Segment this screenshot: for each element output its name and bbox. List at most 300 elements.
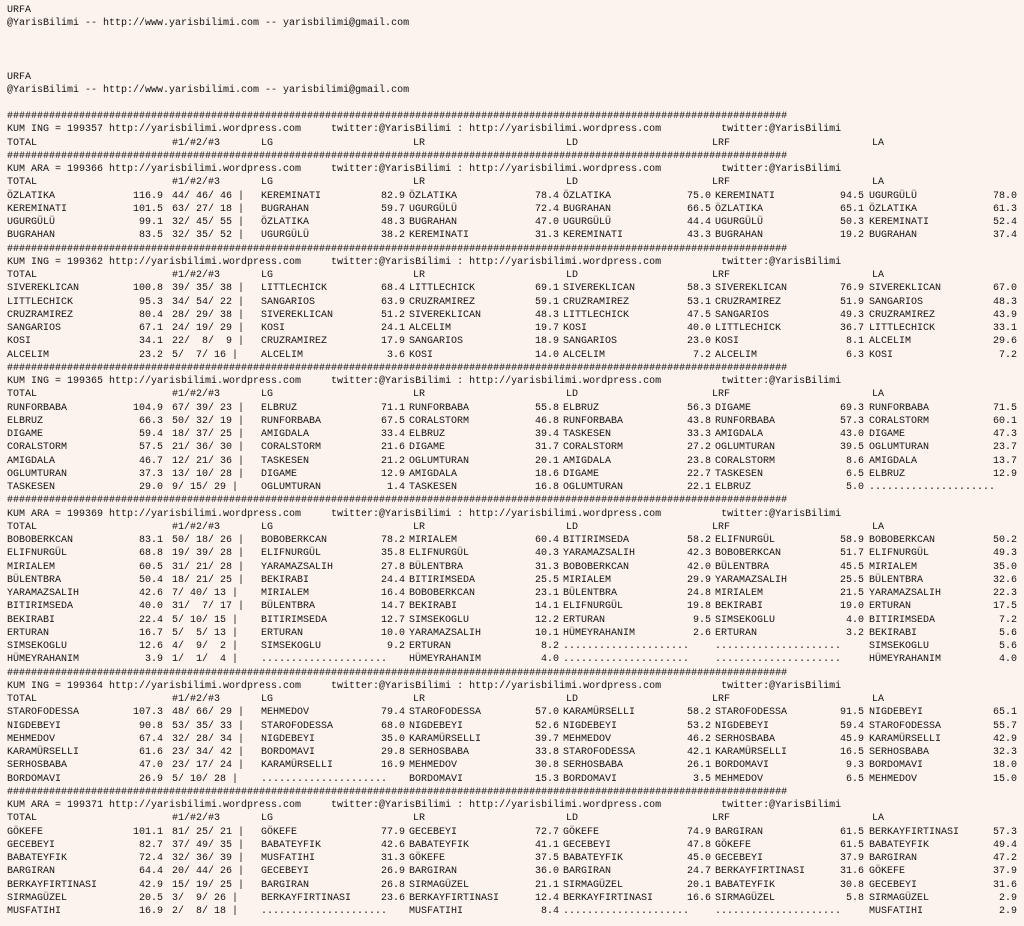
lr-horse: HÜMEYRAHANIM	[409, 654, 482, 666]
lr-value: 14.0	[534, 349, 559, 361]
lg-value: 14.7	[380, 601, 405, 613]
table-row	[7, 322, 1024, 335]
ld-value: 20.1	[686, 879, 711, 891]
lrf-horse: YARAMAZSALIH	[715, 574, 788, 586]
rank-counts: 18/ 21/ 25 |	[172, 574, 245, 586]
lrf-value: 61.5	[839, 826, 864, 838]
lrf-horse: .....................	[715, 906, 842, 917]
table-row	[7, 428, 1024, 441]
column-header-ld: LD	[566, 270, 579, 281]
la-horse: MEHMEDOV	[869, 773, 918, 785]
ld-value: 45.0	[686, 853, 711, 864]
column-header-la: LA	[872, 137, 885, 149]
horse-name: GÖKEFE	[7, 826, 44, 838]
lrf-horse: KEREMINATI	[715, 190, 776, 202]
ld-horse: MIRIALEM	[563, 574, 612, 586]
ld-value: 23.0	[686, 336, 711, 348]
lrf-horse: BEKIRABI	[715, 601, 764, 613]
ld-value: 3.5	[692, 773, 711, 785]
race-title: KUM ARA = 199371 http://yarisbilimi.wordpress.com twitter:@YarisBilimi : http://yarisbilimi.wordpress.com twitter:@YarisBilimi	[7, 800, 842, 811]
lr-horse: SIMSEKOGLU	[409, 614, 470, 626]
lg-horse: BARGIRAN	[261, 879, 310, 891]
separator-line: ##################################################################################################################################	[7, 667, 788, 679]
table-row	[7, 826, 1024, 839]
rank-counts: 39/ 35/ 38 |	[172, 283, 245, 295]
contact-line: @YarisBilimi -- http://www.yarisbilimi.com -- yarisbilimi@gmail.com	[7, 18, 410, 30]
total-score: 99.1	[138, 217, 163, 228]
total-score: 23.2	[138, 349, 163, 361]
horse-name: YARAMAZSALIH	[7, 588, 80, 599]
lrf-horse: BUGRAHAN	[715, 230, 764, 242]
ld-value: 58.3	[686, 283, 711, 295]
la-horse: CRUZRAMIREZ	[869, 309, 936, 321]
la-value: 42.9	[992, 733, 1017, 745]
lrf-horse: BARGIRAN	[715, 826, 764, 838]
lg-value: 35.8	[380, 548, 405, 560]
la-value: 37.9	[992, 866, 1017, 878]
lr-horse: MEHMEDOV	[409, 760, 458, 772]
table-row	[7, 190, 1024, 203]
lg-horse: .....................	[261, 773, 388, 785]
rank-counts: 1/ 1/ 4 |	[172, 654, 239, 666]
lr-horse: OGLUMTURAN	[409, 455, 470, 467]
lr-horse: BORDOMAVI	[409, 773, 464, 785]
la-value: 29.6	[992, 336, 1017, 348]
column-header-lr: LR	[413, 137, 426, 149]
la-horse: STAROFODESSA	[869, 720, 942, 732]
lg-value: 29.8	[380, 747, 405, 758]
rank-counts: 22/ 8/ 9 |	[172, 336, 245, 348]
table-row	[7, 402, 1024, 415]
rank-counts: 4/ 9/ 2 |	[172, 641, 239, 652]
horse-name: BITIRIMSEDA	[7, 601, 74, 613]
total-score: 60.5	[138, 561, 163, 573]
lg-value: 68.4	[380, 283, 405, 295]
la-value: 65.1	[992, 707, 1017, 719]
la-value: 7.2	[998, 614, 1017, 626]
lr-value: 4.0	[540, 654, 559, 666]
la-horse: RUNFORBABA	[869, 402, 930, 414]
lr-horse: GÖKEFE	[409, 853, 446, 864]
lrf-value: 5.8	[845, 892, 864, 904]
lg-horse: .....................	[261, 906, 388, 917]
lr-value: 23.1	[534, 588, 559, 599]
la-value: 7.2	[998, 349, 1017, 361]
la-value: 43.9	[992, 309, 1017, 321]
ld-value: 53.2	[686, 720, 711, 732]
column-header-ranks: #1/#2/#3	[172, 521, 221, 533]
column-header-lg: LG	[261, 270, 274, 281]
column-header-total: TOTAL	[7, 389, 38, 401]
lrf-horse: GECEBEYI	[715, 853, 764, 864]
lr-value: 59.1	[534, 296, 559, 308]
lg-horse: KEREMINATI	[261, 190, 322, 202]
la-value: 22.3	[992, 588, 1017, 599]
lr-horse: BERKAYFIRTINASI	[409, 892, 500, 904]
column-header-ld: LD	[566, 137, 579, 149]
lrf-horse: ÖZLATIKA	[715, 203, 764, 215]
total-score: 61.6	[138, 747, 163, 758]
ld-value: 75.0	[686, 190, 711, 202]
ld-value: 74.9	[686, 826, 711, 838]
rank-counts: 18/ 37/ 25 |	[172, 429, 245, 440]
column-header-lr: LR	[413, 813, 426, 825]
la-horse: CORALSTORM	[869, 415, 930, 427]
rank-counts: 19/ 39/ 28 |	[172, 548, 245, 560]
lrf-value: 8.1	[845, 336, 864, 348]
lg-horse: BEKIRABI	[261, 574, 310, 586]
ld-horse: ALCELIM	[563, 349, 606, 361]
lg-horse: YARAMAZSALIH	[261, 561, 334, 573]
ld-horse: TASKESEN	[563, 429, 612, 440]
lrf-value: 91.5	[839, 707, 864, 719]
total-score: 66.3	[138, 415, 163, 427]
rank-counts: 21/ 36/ 30 |	[172, 442, 245, 454]
column-header-total: TOTAL	[7, 694, 38, 705]
total-score: 83.1	[138, 535, 163, 546]
column-header-lrf: LRF	[712, 694, 731, 705]
column-header-row	[7, 521, 1024, 534]
total-score: 80.4	[138, 309, 163, 321]
rank-counts: 50/ 18/ 26 |	[172, 535, 245, 546]
rank-counts: 32/ 36/ 39 |	[172, 853, 245, 864]
lr-horse: RUNFORBABA	[409, 402, 470, 414]
la-horse: BARGIRAN	[869, 853, 918, 864]
lrf-value: 94.5	[839, 190, 864, 202]
la-horse: BITIRIMSEDA	[869, 614, 936, 626]
column-header-la: LA	[872, 521, 885, 533]
lr-value: 20.1	[534, 455, 559, 467]
lrf-horse: MEHMEDOV	[715, 773, 764, 785]
rank-counts: 24/ 19/ 29 |	[172, 323, 245, 334]
lg-value: 59.7	[380, 203, 405, 215]
la-value: 15.0	[992, 773, 1017, 785]
table-row	[7, 587, 1024, 600]
lr-horse: CRUZRAMIREZ	[409, 296, 476, 308]
lr-value: 31.7	[534, 442, 559, 454]
lg-horse: BÜLENTBRA	[261, 601, 316, 613]
lr-value: 47.0	[534, 217, 559, 228]
la-horse: LITTLECHICK	[869, 323, 936, 334]
ld-horse: CRUZRAMIREZ	[563, 296, 630, 308]
lr-value: 39.4	[534, 429, 559, 440]
lr-value: 19.7	[534, 323, 559, 334]
lrf-horse: SIRMAGÜZEL	[715, 892, 776, 904]
lr-value: 25.5	[534, 574, 559, 586]
column-header-lrf: LRF	[712, 813, 731, 825]
column-header-lr: LR	[413, 270, 426, 281]
horse-name: RUNFORBABA	[7, 402, 68, 414]
lg-horse: BITIRIMSEDA	[261, 614, 328, 626]
lrf-horse: OGLUMTURAN	[715, 442, 776, 454]
lr-value: 69.1	[534, 283, 559, 295]
lg-value: 68.0	[380, 720, 405, 732]
total-score: 22.4	[138, 614, 163, 626]
column-header-lg: LG	[261, 813, 274, 825]
lg-horse: GÖKEFE	[261, 826, 298, 838]
lr-value: 10.1	[534, 627, 559, 639]
lrf-horse: CORALSTORM	[715, 455, 776, 467]
ld-horse: STAROFODESSA	[563, 747, 636, 758]
lr-value: 8.2	[540, 641, 559, 652]
horse-name: HÜMEYRAHANIM	[7, 654, 80, 666]
column-header-total: TOTAL	[7, 521, 38, 533]
ld-horse: BUGRAHAN	[563, 203, 612, 215]
column-header-la: LA	[872, 389, 885, 401]
la-value: 17.5	[992, 601, 1017, 613]
lrf-value: 49.3	[839, 309, 864, 321]
la-value: 2.9	[998, 906, 1017, 917]
horse-name: UGURGÜLÜ	[7, 217, 56, 228]
column-header-lg: LG	[261, 694, 274, 705]
rank-counts: 32/ 28/ 34 |	[172, 733, 245, 745]
lrf-value: 16.5	[839, 747, 864, 758]
lg-value: 17.9	[380, 336, 405, 348]
column-header-ranks: #1/#2/#3	[172, 270, 221, 281]
column-header-lr: LR	[413, 694, 426, 705]
total-score: 59.4	[138, 429, 163, 440]
total-score: 16.7	[138, 627, 163, 639]
lg-horse: BOBOBERKCAN	[261, 535, 328, 546]
la-value: 5.6	[998, 641, 1017, 652]
lg-value: 71.1	[380, 402, 405, 414]
lrf-value: 57.3	[839, 415, 864, 427]
lr-value: 52.6	[534, 720, 559, 732]
ld-horse: NIGDEBEYI	[563, 720, 618, 732]
rank-counts: 32/ 45/ 55 |	[172, 217, 245, 228]
lrf-horse: UGURGÜLÜ	[715, 217, 764, 228]
la-horse: GECEBEYI	[869, 879, 918, 891]
ld-horse: AMIGDALA	[563, 455, 612, 467]
lr-value: 15.3	[534, 773, 559, 785]
horse-name: ÖZLATIKA	[7, 190, 56, 202]
horse-name: DIGAME	[7, 429, 44, 440]
rank-counts: 44/ 46/ 46 |	[172, 190, 245, 202]
ld-value: 42.3	[686, 548, 711, 560]
ld-value: 24.7	[686, 866, 711, 878]
horse-name: GECEBEYI	[7, 839, 56, 851]
horse-name: CRUZRAMIREZ	[7, 309, 74, 321]
lr-horse: YARAMAZSALIH	[409, 627, 482, 639]
horse-name: BORDOMAVI	[7, 773, 62, 785]
lr-horse: ÖZLATIKA	[409, 190, 458, 202]
ld-value: 53.1	[686, 296, 711, 308]
horse-name: BÜLENTBRA	[7, 574, 62, 586]
rank-counts: 5/ 7/ 16 |	[172, 349, 239, 361]
column-header-ranks: #1/#2/#3	[172, 137, 221, 149]
la-value: 52.4	[992, 217, 1017, 228]
race-title: KUM ARA = 199366 http://yarisbilimi.wordpress.com twitter:@YarisBilimi : http://yarisbilimi.wordpress.com twitter:@YarisBilimi	[7, 164, 842, 175]
ld-value: 7.2	[692, 349, 711, 361]
lg-horse: AMIGDALA	[261, 429, 310, 440]
ld-value: 16.6	[686, 892, 711, 904]
lr-horse: BARGIRAN	[409, 866, 458, 878]
ld-value: 23.8	[686, 455, 711, 467]
race-title: KUM ING = 199364 http://yarisbilimi.wordpress.com twitter:@YarisBilimi : http://yarisbilimi.wordpress.com twitter:@YarisBilimi	[7, 680, 842, 692]
column-header-ranks: #1/#2/#3	[172, 694, 221, 705]
rank-counts: 5/ 10/ 28 |	[172, 773, 239, 785]
lg-horse: CORALSTORM	[261, 442, 322, 454]
rank-counts: 5/ 10/ 15 |	[172, 614, 239, 626]
lg-horse: ELIFNURGÜL	[261, 548, 322, 560]
lrf-horse: STAROFODESSA	[715, 707, 788, 719]
horse-name: MEHMEDOV	[7, 733, 56, 745]
lr-value: 48.3	[534, 309, 559, 321]
column-header-total: TOTAL	[7, 270, 38, 281]
table-row	[7, 892, 1024, 905]
lrf-horse: .....................	[715, 654, 842, 666]
rank-counts: 12/ 21/ 36 |	[172, 455, 245, 467]
table-row	[7, 879, 1024, 892]
la-value: 31.6	[992, 879, 1017, 891]
ld-value: 24.8	[686, 588, 711, 599]
lrf-horse: ERTURAN	[715, 627, 758, 639]
horse-name: SANGARIOS	[7, 323, 62, 334]
lg-horse: OGLUMTURAN	[261, 482, 322, 493]
lg-horse: BORDOMAVI	[261, 747, 316, 758]
la-value: 67.0	[992, 283, 1017, 295]
lrf-value: 69.3	[839, 402, 864, 414]
la-horse: ÖZLATIKA	[869, 203, 918, 215]
city-title: URFA	[7, 71, 32, 83]
lrf-horse: RUNFORBABA	[715, 415, 776, 427]
ld-horse: HÜMEYRAHANIM	[563, 627, 636, 639]
rank-counts: 15/ 19/ 25 |	[172, 879, 245, 891]
lr-horse: KARAMÜRSELLI	[409, 733, 482, 745]
lr-horse: MIRIALEM	[409, 535, 458, 546]
lr-value: 39.7	[534, 733, 559, 745]
lg-horse: BUGRAHAN	[261, 203, 310, 215]
table-row	[7, 865, 1024, 878]
table-row	[7, 547, 1024, 560]
lr-value: 30.8	[534, 760, 559, 772]
lg-horse: ALCELIM	[261, 349, 304, 361]
lr-horse: ELBRUZ	[409, 429, 446, 440]
column-header-row	[7, 176, 1024, 189]
horse-name: ELBRUZ	[7, 415, 44, 427]
la-horse: MUSFATIHI	[869, 906, 924, 917]
table-row	[7, 614, 1024, 627]
lr-horse: BEKIRABI	[409, 601, 458, 613]
lr-horse: BÜLENTBRA	[409, 561, 464, 573]
lrf-value: 58.9	[839, 535, 864, 546]
ld-value: 29.9	[686, 574, 711, 586]
total-score: 67.1	[138, 323, 163, 334]
lr-value: 72.4	[534, 203, 559, 215]
table-row	[7, 733, 1024, 746]
ld-horse: BORDOMAVI	[563, 773, 618, 785]
total-score: 68.8	[138, 548, 163, 560]
lg-horse: LITTLECHICK	[261, 283, 328, 295]
horse-name: BOBOBERKCAN	[7, 535, 74, 546]
total-score: 95.3	[138, 296, 163, 308]
horse-name: TASKESEN	[7, 482, 56, 493]
column-header-ld: LD	[566, 813, 579, 825]
lrf-horse: KOSI	[715, 336, 740, 348]
horse-name: NIGDEBEYI	[7, 720, 62, 732]
lr-horse: GECEBEYI	[409, 826, 458, 838]
column-header-lg: LG	[261, 177, 274, 189]
lr-horse: KEREMINATI	[409, 230, 470, 242]
lg-horse: MIRIALEM	[261, 588, 310, 599]
ld-value: 46.2	[686, 733, 711, 745]
ld-value: 19.8	[686, 601, 711, 613]
lg-value: 67.5	[380, 415, 405, 427]
la-horse: ERTURAN	[869, 601, 912, 613]
lg-value: 1.4	[386, 482, 405, 493]
race-title: KUM ING = 199365 http://yarisbilimi.wordpress.com twitter:@YarisBilimi : http://yarisbilimi.wordpress.com twitter:@YarisBilimi	[7, 376, 842, 387]
ld-horse: BARGIRAN	[563, 866, 612, 878]
la-horse: YARAMAZSALIH	[869, 588, 942, 599]
rank-counts: 67/ 39/ 23 |	[172, 402, 245, 414]
total-score: 107.3	[132, 707, 163, 719]
column-header-lg: LG	[261, 137, 274, 149]
lrf-value: 51.7	[839, 548, 864, 560]
rank-counts: 31/ 7/ 17 |	[172, 601, 245, 613]
lg-value: 3.6	[386, 349, 405, 361]
table-row	[7, 852, 1024, 865]
la-value: 61.3	[992, 203, 1017, 215]
column-header-row	[7, 693, 1024, 706]
total-score: 101.5	[132, 203, 163, 215]
lr-value: 41.1	[534, 839, 559, 851]
la-value: 12.9	[992, 468, 1017, 480]
total-score: 37.3	[138, 468, 163, 480]
rank-counts: 81/ 25/ 21 |	[172, 826, 245, 838]
lrf-horse: BABATEYFIK	[715, 879, 776, 891]
table-row	[7, 415, 1024, 428]
column-header-ld: LD	[566, 694, 579, 705]
la-horse: NIGDEBEYI	[869, 707, 924, 719]
rank-counts: 3/ 9/ 26 |	[172, 892, 239, 904]
ld-value: 33.3	[686, 429, 711, 440]
lr-horse: BOBOBERKCAN	[409, 588, 476, 599]
table-row	[7, 203, 1024, 216]
la-horse: MIRIALEM	[869, 561, 918, 573]
table-row	[7, 905, 1024, 918]
ld-value: 56.3	[686, 402, 711, 414]
table-row	[7, 574, 1024, 587]
lrf-horse: NIGDEBEYI	[715, 720, 770, 732]
ld-horse: BOBOBERKCAN	[563, 561, 630, 573]
total-score: 29.0	[138, 482, 163, 493]
lrf-horse: SIVEREKLICAN	[715, 283, 788, 295]
table-row	[7, 746, 1024, 759]
race-title: KUM ARA = 199369 http://yarisbilimi.wordpress.com twitter:@YarisBilimi : http://yarisbilimi.wordpress.com twitter:@YarisBilimi	[7, 508, 842, 520]
rank-counts: 32/ 35/ 52 |	[172, 230, 245, 242]
table-row	[7, 706, 1024, 719]
lrf-value: 19.2	[839, 230, 864, 242]
lr-value: 37.5	[534, 853, 559, 864]
lr-value: 60.4	[534, 535, 559, 546]
ld-value: 2.6	[692, 627, 711, 639]
horse-name: SIVEREKLICAN	[7, 283, 80, 295]
column-header-row	[7, 269, 1024, 282]
rank-counts: 34/ 54/ 22 |	[172, 296, 245, 308]
total-score: 64.4	[138, 866, 163, 878]
lr-value: 12.2	[534, 614, 559, 626]
horse-name: BARGIRAN	[7, 866, 56, 878]
ld-horse: ELIFNURGÜL	[563, 601, 624, 613]
lrf-horse: BORDOMAVI	[715, 760, 770, 772]
lrf-horse: SANGARIOS	[715, 309, 770, 321]
ld-horse: DIGAME	[563, 468, 600, 480]
lrf-horse: .....................	[715, 641, 842, 652]
rank-counts: 53/ 35/ 33 |	[172, 720, 245, 732]
lg-value: 79.4	[380, 707, 405, 719]
ld-horse: YARAMAZSALIH	[563, 548, 636, 560]
lr-horse: BABATEYFIK	[409, 839, 470, 851]
